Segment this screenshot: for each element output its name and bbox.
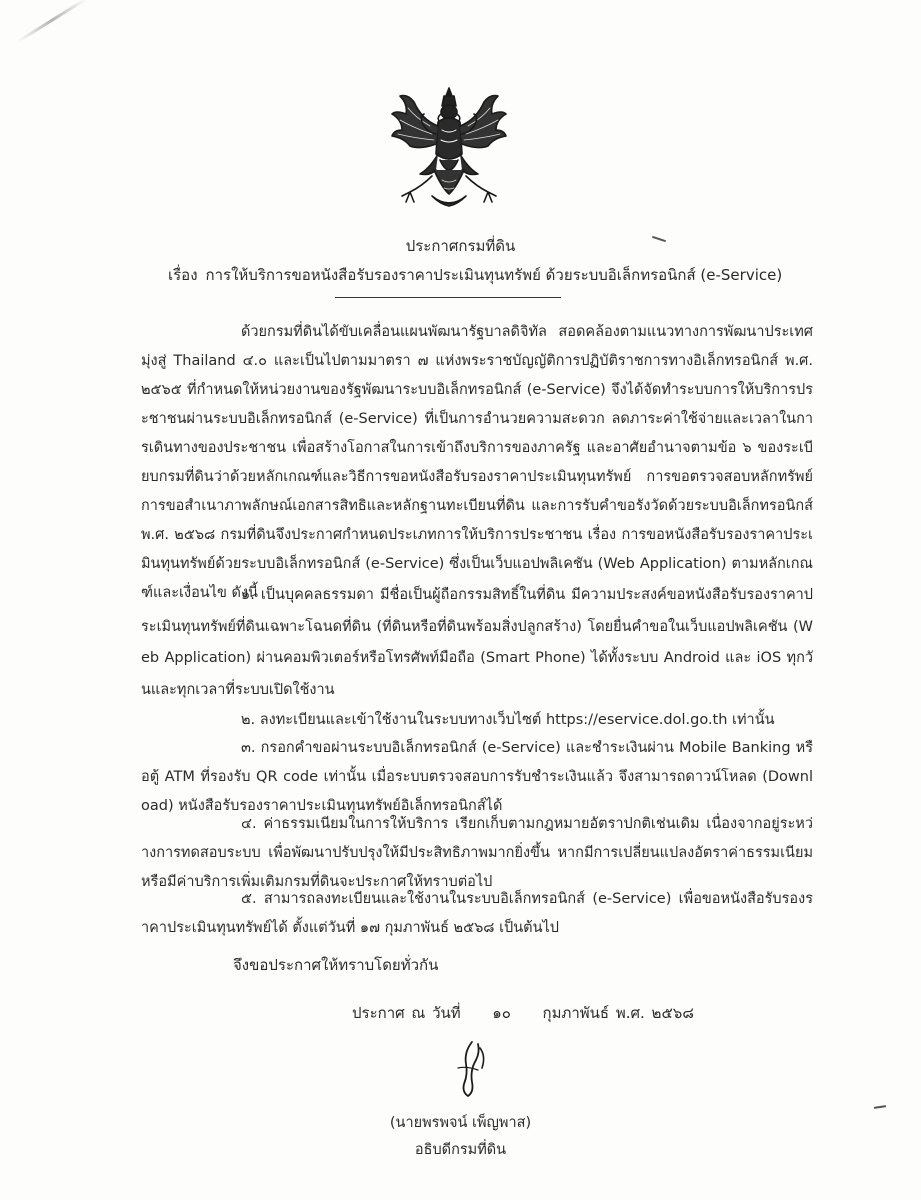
date-day: ๑๐	[492, 1004, 511, 1022]
handwritten-signature	[444, 1038, 494, 1100]
condition-item-2: ๒. ลงทะเบียนและเข้าใช้งานในระบบทางเว็บไซต์ https://eservice.dol.go.th เท่านั้น	[241, 712, 775, 728]
date-month-year: กุมภาพันธ์ พ.ศ. ๒๕๖๘	[542, 1004, 694, 1022]
header-divider	[335, 297, 561, 298]
announcement-date	[352, 1001, 694, 1025]
condition-item-1: ๑. เป็นบุคคลธรรมดา มีชื่อเป็นผู้ถือกรรมสิทธิ์ในที่ดิน มีความประสงค์ขอหนังสือรับรองราคาประเมินทุนทรัพย์ที่ดินเฉพาะโฉนดที่ดิน (ที่ดินหรือที่ดินพร้อมสิ่งปลูกสร้าง) โดยยื่นคำขอในเว็บแอปพลิเคชัน (Web Application) ผ่านคอมพิวเตอร์หรือโทรศัพท์มือถือ (Smart Phone) ได้ทั้งระบบ Android และ iOS ทุกวันและทุกเวลาที่ระบบเปิดใช้งาน	[141, 587, 813, 698]
closing-statement: จึงขอประกาศให้ทราบโดยทั่วกัน	[233, 956, 439, 974]
condition-item-3: ๓. กรอกคำขอผ่านระบบอิเล็กทรอนิกส์ (e-Service) และชำระเงินผ่าน Mobile Banking หรือตู้ ATM ที่รองรับ QR code เท่านั้น เมื่อระบบตรวจสอบการรับชำระเงินแล้ว จึงสามารถดาวน์โหลด (Download) หนังสือรับรองราคาประเมินทุนทรัพย์อิเล็กทรอนิกส์ได้	[141, 740, 813, 814]
garuda-emblem-icon	[386, 84, 512, 214]
signer-name: (นายพรพจน์ เพ็ญพาส)	[389, 1115, 532, 1131]
subject-text: การให้บริการขอหนังสือรับรองราคาประเมินทุนทรัพย์ ด้วยระบบอิเล็กทรอนิกส์ (e-Service)	[205, 266, 783, 284]
intro-paragraph: ด้วยกรมที่ดินได้ขับเคลื่อนแผนพัฒนารัฐบาลดิจิทัล สอดคล้องตามแนวทางการพัฒนาประเทศมุ่งสู่ Thailand ๔.๐ และเป็นไปตามมาตรา ๗ แห่งพระราชบัญญัติการปฏิบัติราชการทางอิเล็กทรอนิกส์ พ.ศ. ๒๕๖๕ ที่กำหนดให้หน่วยงานของรัฐพัฒนาระบบอิเล็กทรอนิกส์ (e-Service) จึงได้จัดทำระบบการให้บริการประชาชนผ่านระบบอิเล็กทรอนิกส์ (e-Service) ที่เป็นการอำนวยความสะดวก ลดภาระค่าใช้จ่ายและเวลาในการเดินทางของประชาชน เพื่อสร้างโอกาสในการเข้าถึงบริการของภาครัฐ และอาศัยอำนาจตามข้อ ๖ ของระเบียบกรมที่ดินว่าด้วยหลักเกณฑ์และวิธีการขอหนังสือรับรองราคาประเมินทุนทรัพย์ การขอตรวจสอบหลักทรัพย์ การขอสำเนาภาพลักษณ์เอกสารสิทธิและหลักฐานทะเบียนที่ดิน และการรับคำขอรังวัดด้วยระบบอิเล็กทรอนิกส์ พ.ศ. ๒๕๖๘ กรมที่ดินจึงประกาศกำหนดประเภทการให้บริการประชาชน เรื่อง การขอหนังสือรับรองราคาประเมินทุนทรัพย์ด้วยระบบอิเล็กทรอนิกส์ (e-Service) ซึ่งเป็นเว็บแอปพลิเคชัน (Web Application) ตามหลักเกณฑ์และเงื่อนไข ดังนี้	[141, 324, 813, 601]
announcement-title: ประกาศกรมที่ดิน	[405, 237, 516, 255]
scan-speck	[874, 1105, 886, 1109]
condition-item-5: ๕. สามารถลงทะเบียนและใช้งานในระบบอิเล็กทรอนิกส์ (e-Service) เพื่อขอหนังสือรับรองราคาประเมินทุนทรัพย์ได้ ตั้งแต่วันที่ ๑๗ กุมภาพันธ์ ๒๕๖๘ เป็นต้นไป	[141, 891, 813, 936]
scan-artifact	[17, 0, 86, 43]
subject-label: เรื่อง	[168, 266, 198, 284]
date-prefix: ประกาศ ณ วันที่	[352, 1004, 461, 1022]
condition-item-4: ๔. ค่าธรรมเนียมในการให้บริการ เรียกเก็บตามกฎหมายอัตราปกติเช่นเดิม เนื่องจากอยู่ระหว่างการทดสอบระบบ เพื่อพัฒนาปรับปรุงให้มีประสิทธิภาพมากยิ่งขึ้น หากมีการเปลี่ยนแปลงอัตราค่าธรรมเนียมหรือมีค่าบริการเพิ่มเติมกรมที่ดินจะประกาศให้ทราบต่อไป	[141, 816, 813, 890]
signer-position: อธิบดีกรมที่ดิน	[414, 1142, 507, 1158]
subject-line	[168, 263, 808, 287]
